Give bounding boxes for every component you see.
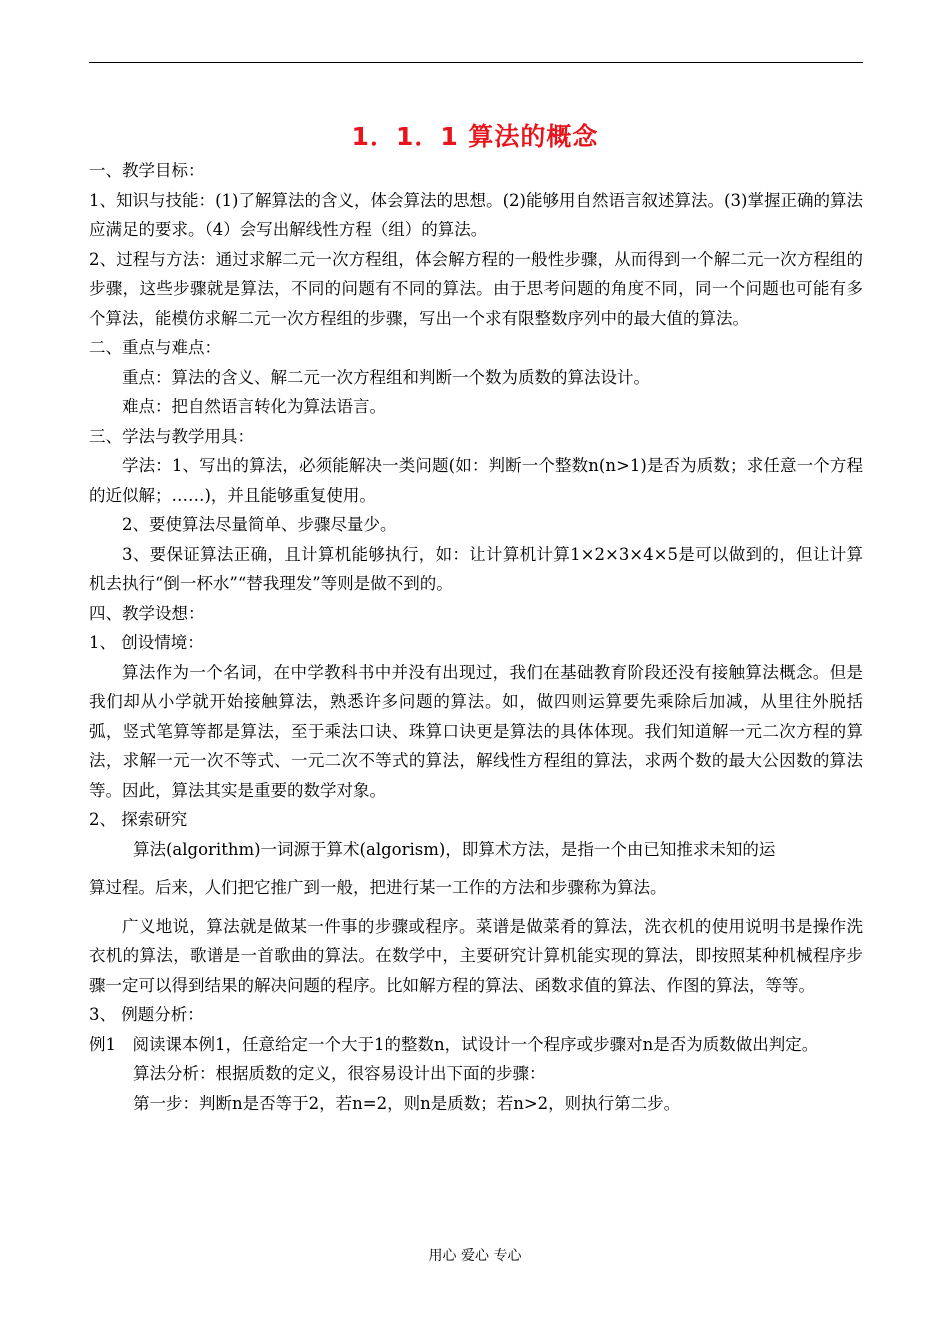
page-title: 1．1．1 算法的概念 (351, 122, 599, 151)
paragraph: 算法作为一个名词，在中学教科书中并没有出现过，我们在基础教育阶段还没有接触算法概念。但是我们却从小学就开始接触算法，熟悉许多问题的算法。如，做四则运算要先乘除后加减，从里往外脱括弧，竖式笔算等都是算法，至于乘法口诀、珠算口诀更是算法的具体体现。我们知道解一元二次方程的算法，求解一元一次不等式、一元二次不等式的算法，解线性方程组的算法，求两个数的最大公因数的算法等。因此，算法其实是重要的数学对象。 (89, 662, 863, 800)
section-heading: 三、学法与教学用具： (89, 426, 254, 446)
paragraph: 3、要保证算法正确，且计算机能够执行，如：让计算机计算1×2×3×4×5是可以做到的，但让计算机去执行“倒一杯水”“替我理发”等则是做不到的。 (89, 544, 863, 593)
page-footer: 用心 爱心 专心 (428, 1248, 522, 1264)
paragraph: 算过程。后来，人们把它推广到一般，把进行某一工作的方法和步骤称为算法。 (89, 878, 667, 897)
paragraph: 2、要使算法尽量简单、步骤尽量少。 (122, 515, 397, 534)
paragraph: 第一步：判断n是否等于2，若n=2，则n是质数；若n>2，则执行第二步。 (133, 1093, 681, 1113)
paragraph: 算法(algorithm)一词源于算术(algorism)，即算术方法，是指一个由已知推求未知的运 (133, 839, 776, 859)
section-heading: 一、教学目标： (89, 161, 205, 180)
header-rule (89, 62, 863, 63)
paragraph: 1、知识与技能：(1)了解算法的含义，体会算法的思想。(2)能够用自然语言叙述算法。(3)掌握正确的算法应满足的要求。（4）会写出解线性方程（组）的算法。 (89, 190, 863, 239)
subsection-heading: 1、 创设情境： (89, 633, 204, 652)
paragraph: 2、过程与方法：通过求解二元一次方程组，体会解方程的一般性步骤，从而得到一个解二元一次方程组的步骤，这些步骤就是算法，不同的问题有不同的算法。由于思考问题的角度不同，同一个问题也可能有多个算法，能模仿求解二元一次方程组的步骤，写出一个求有限整数序列中的最大值的算法。 (89, 249, 863, 328)
subsection-heading: 2、 探索研究 (89, 810, 188, 829)
paragraph: 广义地说，算法就是做某一件事的步骤或程序。菜谱是做菜肴的算法，洗衣机的使用说明书是操作洗衣机的算法，歌谱是一首歌曲的算法。在数学中，主要研究计算机能实现的算法，即按照某种机械程序步骤一定可以得到结果的解决问题的程序。比如解方程的算法、函数求值的算法、作图的算法，等等。 (89, 916, 863, 995)
section-heading: 二、重点与难点： (89, 338, 221, 357)
paragraph: 重点：算法的含义、解二元一次方程组和判断一个数为质数的算法设计。 (122, 367, 650, 387)
example-paragraph: 例1 阅读课本例1，任意给定一个大于1的整数n，试设计一个程序或步骤对n是否为质数做出判定。 (89, 1034, 819, 1054)
paragraph: 算法分析：根据质数的定义，很容易设计出下面的步骤： (133, 1064, 546, 1083)
paragraph: 学法：1、写出的算法，必须能解决一类问题(如：判断一个整数n(n>1)是否为质数；求任意一个方程的近似解；……)，并且能够重复使用。 (89, 456, 863, 505)
document-body (89, 156, 863, 1118)
paragraph: 难点：把自然语言转化为算法语言。 (122, 397, 386, 416)
section-heading: 四、教学设想： (89, 603, 205, 623)
subsection-heading: 3、 例题分析： (89, 1005, 204, 1024)
